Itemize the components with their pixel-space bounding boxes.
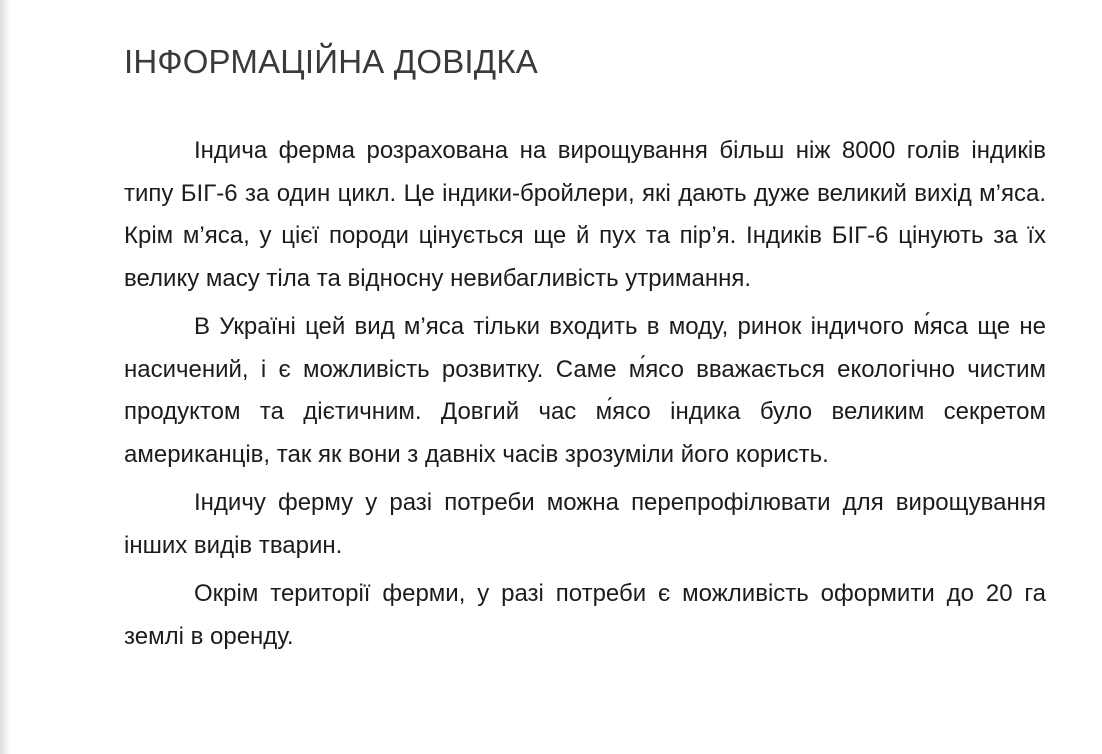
paragraph-1: Індича ферма розрахована на вирощування більш ніж 8000 голів індиків типу БІГ-6 за один цикл. Це індики-бройлери, які дають дуже великий вихід м’яса. Крім м’яса, у цієї породи цінується ще й пух та пір’я. Індиків БІГ-6 цінують за їх велику масу тіла та відносну невибагливість утримання. [124, 137, 1046, 292]
paragraph-3: Індичу ферму у разі потреби можна перепрофілювати для вирощування інших видів тварин. [124, 489, 1046, 559]
paragraph-4: Окрім території ферми, у разі потреби є можливість оформити до 20 га землі в оренду. [124, 580, 1046, 650]
paragraph-2: В Україні цей вид м’яса тільки входить в моду, ринок індичого м́яса ще не насичений, і є можливість розвитку. Саме м́ясо вважається екологічно чистим продуктом та дієтичним. Довгий час м́ясо індика було великим секретом американців, так як вони з давніх часів зрозуміли його користь. [124, 313, 1046, 468]
document-body [124, 38, 1046, 664]
page-edge-shadow [0, 0, 10, 754]
document-title: ІНФОРМАЦІЙНА ДОВІДКА [124, 43, 538, 80]
